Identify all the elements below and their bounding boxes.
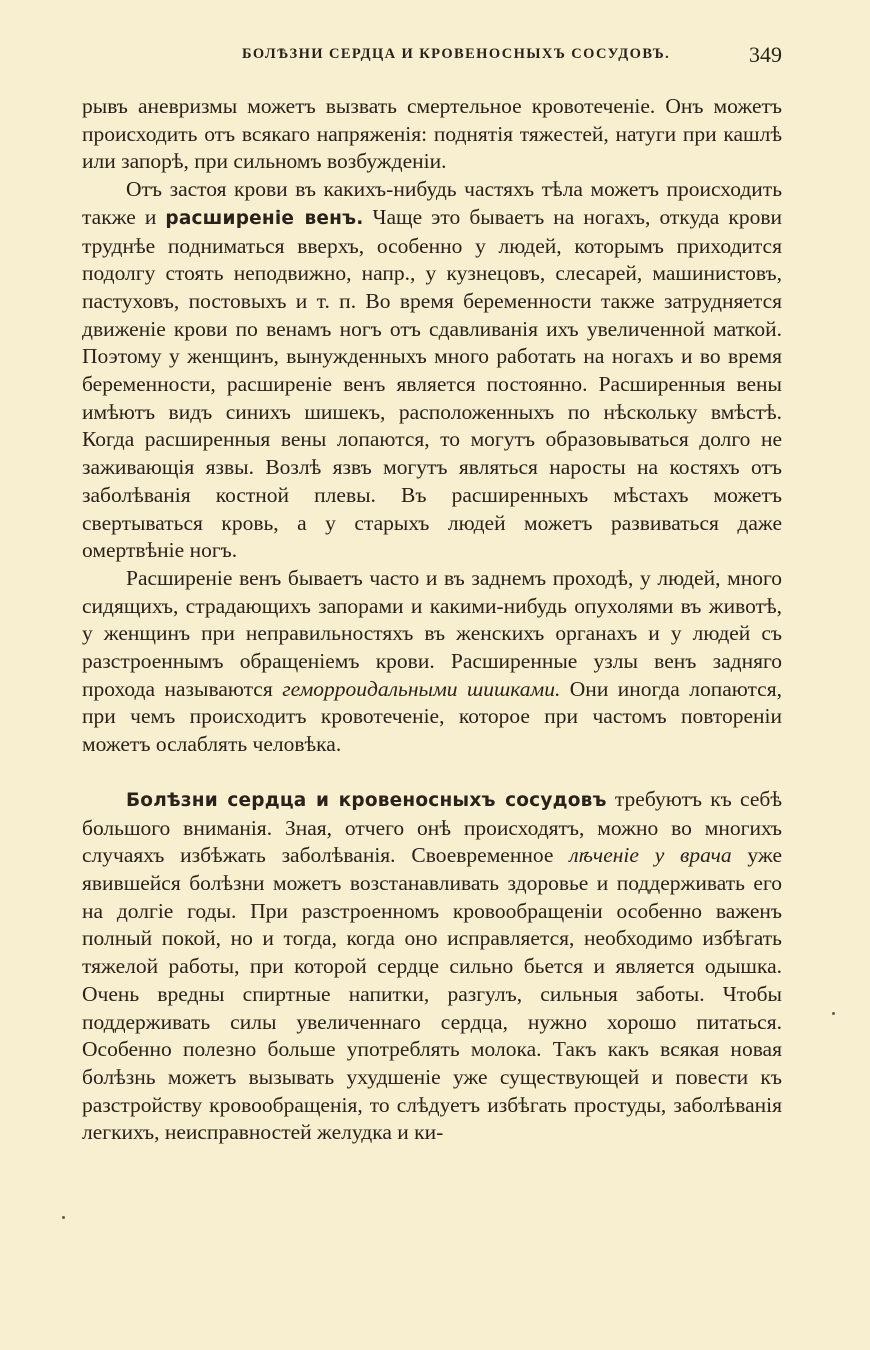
italic-term: лѣченіе у врача bbox=[569, 843, 732, 868]
bold-term: расширеніе венъ. bbox=[165, 207, 364, 229]
text-run: Отъ застоя крови въ какихъ-нибудь частяхъ тѣла можетъ происходить также и bbox=[82, 177, 782, 229]
italic-term: геморроидальными шишками. bbox=[282, 676, 561, 701]
bold-term: Болѣзни сердца и кровеносныхъ сосудовъ bbox=[126, 789, 607, 811]
paragraph bbox=[82, 176, 782, 565]
running-title: БОЛѢЗНИ СЕРДЦА И КРОВЕНОСНЫХЪ СОСУДОВЪ. bbox=[242, 46, 671, 62]
paragraph bbox=[82, 565, 782, 759]
body-text bbox=[82, 93, 782, 1147]
print-speck bbox=[62, 1216, 65, 1219]
text-run: Они иногда лопаются, при чемъ происходитъ кровотеченіе, которое при частомъ повтореніи можетъ ослаблять человѣка. bbox=[82, 676, 782, 757]
print-speck bbox=[832, 1012, 835, 1015]
text-run: уже явившейся болѣзни можетъ возстанавливать здоровье и поддерживать его на долгіе годы. При разстроенномъ кровообращеніи особенно важенъ полный покой, но и тогда, когда оно исправляется, необходимо избѣгать тяжелой работы, при которой сердце сильно бьется и является одышка. Очень вредны спиртные напитки, разгулъ, сильныя заботы. Чтобы поддерживать силы увеличеннаго сердца, нужно хорошо питаться. Особенно полезно больше употреблять молока. Такъ какъ всякая новая болѣзнь можетъ вызывать ухудшеніе уже существующей и повести къ разстройству кровообращенія, то слѣдуетъ избѣгать простуды, заболѣванія легкихъ, неисправностей желудка и ки- bbox=[82, 843, 782, 1145]
paragraph bbox=[82, 786, 782, 1147]
text-run: рывъ аневризмы можетъ вызвать смертельное кровотеченіе. Онъ можетъ происходить отъ всякаго напряженія: поднятія тяжестей, натуги при кашлѣ или запорѣ, при сильномъ возбужденіи. bbox=[82, 94, 782, 174]
text-run: Чаще это бываетъ на ногахъ, откуда крови труднѣе подниматься вверхъ, особенно у людей, которымъ приходится подолгу стоять неподвижно, напр., у кузнецовъ, слесарей, машинистовъ, пастуховъ, постовыхъ и т. п. Во время беременности также затрудняется движеніе крови по венамъ ногъ отъ сдавливанія ихъ увеличенной маткой. Поэтому у женщинъ, вынужденныхъ много работать на ногахъ и во время беременности, расширеніе венъ является постоянно. Расширенныя вены имѣютъ видъ синихъ шишекъ, расположенныхъ по нѣскольку вмѣстѣ. Когда расширенныя вены лопаются, то могутъ образовываться долго не заживающія язвы. Возлѣ язвъ могутъ являться наросты на костяхъ отъ заболѣванія костной плевы. Въ расширенныхъ мѣстахъ можетъ свертываться кровь, а у старыхъ людей можетъ развиваться даже омертвѣніе ногъ. bbox=[82, 204, 782, 563]
text-run: Расширеніе венъ бываетъ часто и въ заднемъ проходѣ, у людей, много сидящихъ, страдающихъ запорами и какими-нибудь опухолями въ животѣ, у женщинъ при неправильностяхъ въ женскихъ органахъ и у людей съ разстроеннымъ обращеніемъ крови. Расширенные узлы венъ задняго прохода называются bbox=[82, 565, 782, 701]
page-header bbox=[82, 42, 782, 72]
page-number: 349 bbox=[749, 42, 782, 67]
text-run: требуютъ къ себѣ большого вниманія. Зная, отчего онѣ происходятъ, можно во многихъ случаяхъ избѣжать заболѣванія. Своевременное bbox=[82, 786, 782, 868]
paragraph bbox=[82, 93, 782, 176]
